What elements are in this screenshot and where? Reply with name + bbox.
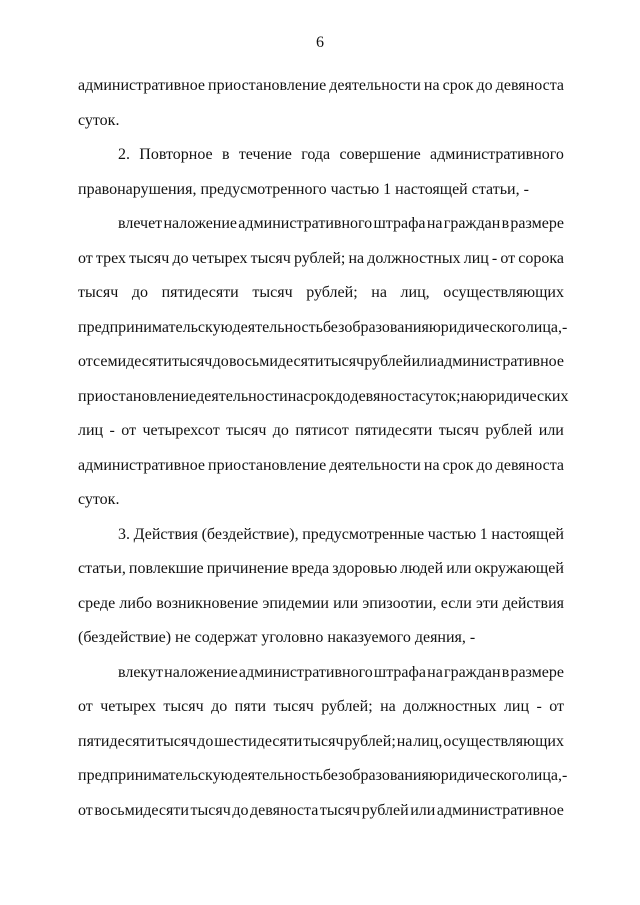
text-line	[78, 345, 564, 380]
text-word: образования	[344, 318, 429, 336]
text-word: совершение	[339, 146, 421, 163]
text-word: на	[287, 387, 304, 405]
document-body	[78, 69, 569, 828]
text-word: в	[501, 663, 510, 681]
text-word: до	[476, 77, 493, 94]
text-word: девяноста	[495, 456, 564, 474]
text-word: частью	[427, 525, 477, 543]
text-word: лица,	[525, 767, 563, 784]
text-line	[78, 552, 564, 587]
text-word: пятидесяти	[355, 422, 433, 439]
text-word: тысяч	[226, 422, 267, 439]
text-word: административное	[436, 353, 564, 370]
text-word: административного	[430, 146, 564, 163]
text-word: деятельности	[329, 456, 421, 474]
text-word: на	[423, 77, 440, 94]
text-word: восьмидесяти	[228, 353, 324, 370]
text-word: без	[322, 767, 345, 784]
page-number: 6	[316, 34, 324, 51]
text-word: до	[272, 422, 289, 439]
text-word: лиц,	[400, 284, 430, 301]
text-word: окружающей	[474, 560, 564, 577]
text-word: срок	[442, 456, 474, 474]
text-line	[78, 380, 569, 415]
text-word: статьи,	[78, 560, 126, 577]
text-word: в	[221, 146, 230, 163]
text-word: пяти	[234, 698, 267, 715]
text-word: административное	[78, 77, 205, 94]
text-word: лица,	[525, 318, 563, 336]
text-word: влекут	[118, 663, 163, 681]
text-word: тысяч	[250, 249, 291, 267]
text-word: Повторное	[139, 146, 213, 163]
text-word: на	[427, 663, 443, 681]
text-word: сорока	[518, 249, 564, 267]
text-word: рублей;	[293, 249, 346, 267]
text-word: причинение	[206, 560, 289, 577]
text-word: четырех	[191, 249, 248, 267]
text-word: осуществляющих	[443, 732, 564, 750]
text-word: пятисот	[295, 422, 349, 439]
text-line	[78, 587, 564, 622]
text-word: -	[562, 767, 568, 784]
text-word: от	[78, 249, 93, 267]
text-word: шестидесяти	[214, 732, 303, 750]
text-line	[78, 173, 564, 208]
text-word: пятидесяти	[78, 732, 156, 750]
text-word: тысяч	[163, 698, 204, 715]
text-word: рублей	[485, 422, 533, 439]
text-line	[78, 69, 564, 104]
text-word: наложение	[164, 663, 238, 681]
text-word: штрафа	[373, 663, 426, 681]
text-word: без	[322, 318, 345, 336]
text-word: настоящей	[491, 525, 564, 543]
text-word: размере	[510, 663, 564, 681]
text-word: суток;	[418, 387, 461, 405]
text-word: до	[334, 387, 351, 405]
text-word: лиц,	[413, 732, 443, 750]
text-line-content: суток.	[78, 111, 120, 129]
text-word: размере	[510, 215, 564, 232]
text-line	[78, 759, 568, 794]
text-word: эпидемии	[262, 594, 329, 612]
text-word: 1	[479, 525, 488, 543]
text-word: административного	[238, 215, 373, 232]
text-word: до	[476, 456, 493, 474]
text-word: -	[562, 318, 568, 336]
text-word: пятидесяти	[161, 284, 239, 301]
text-word: среде	[78, 594, 116, 612]
text-word: тысяч	[172, 353, 213, 370]
text-word: от	[549, 698, 564, 715]
text-line	[78, 690, 564, 725]
text-word: до	[197, 732, 214, 750]
text-line	[78, 311, 568, 346]
text-word: тысяч	[323, 353, 365, 370]
text-word: рублей	[361, 801, 409, 819]
text-word: -	[491, 249, 498, 267]
text-word: приостановление	[208, 77, 327, 94]
text-word: рублей;	[306, 284, 358, 301]
text-word: или	[411, 353, 437, 370]
text-word: семидесяти	[93, 353, 172, 370]
text-word: срок	[442, 77, 474, 94]
text-word: приостановление	[78, 387, 197, 405]
text-word: юридического	[428, 318, 526, 336]
text-word: штрафа	[373, 215, 426, 232]
text-word: трех	[95, 249, 126, 267]
text-word: если	[440, 594, 472, 612]
text-word: граждан	[444, 663, 501, 681]
text-word: юридического	[428, 767, 526, 784]
text-word: от	[500, 249, 516, 267]
text-word: от	[121, 422, 137, 439]
text-word: юридических	[476, 387, 569, 405]
text-word: лиц	[463, 249, 489, 267]
text-word: деятельность	[232, 767, 323, 784]
text-line-content: суток.	[78, 491, 120, 508]
text-word: (бездействие),	[201, 525, 299, 543]
text-word: или	[333, 594, 359, 612]
text-word: года	[301, 146, 331, 163]
text-word: или	[446, 560, 472, 577]
text-line	[78, 621, 564, 656]
text-word: тысяч	[129, 249, 170, 267]
text-word: девяноста	[495, 77, 564, 94]
text-word: от	[78, 353, 93, 370]
text-line	[78, 656, 564, 691]
text-line	[78, 104, 564, 139]
text-word: эпизоотии,	[362, 594, 437, 612]
text-word: четырехсот	[142, 422, 220, 439]
text-word: срок	[303, 387, 335, 405]
text-word: до	[172, 249, 189, 267]
text-word: деятельность	[232, 318, 323, 336]
text-word: четырех	[100, 698, 156, 715]
text-word: 2.	[118, 146, 130, 163]
text-word: деятельности	[196, 387, 288, 405]
text-word: до	[211, 698, 228, 715]
text-line	[78, 449, 564, 484]
text-word: тысяч	[252, 284, 293, 301]
text-word: осуществляющих	[443, 284, 564, 301]
text-line	[78, 242, 564, 277]
text-word: предпринимательскую	[78, 318, 233, 336]
text-word: 3.	[118, 525, 130, 543]
text-line	[78, 518, 564, 553]
text-line	[78, 207, 564, 242]
text-line	[78, 725, 564, 760]
text-word: девяноста	[350, 387, 419, 405]
text-line-content: правонарушения, предусмотренного частью 1 настоящей статьи, -	[78, 180, 529, 198]
text-word: административное	[436, 801, 564, 819]
text-word: повлекшие	[128, 560, 204, 577]
text-word: Действия	[133, 525, 198, 543]
text-word: тысяч	[156, 732, 197, 750]
text-word: тысяч	[438, 422, 479, 439]
text-word: на	[460, 387, 477, 405]
text-word: до	[212, 353, 229, 370]
text-word: рублей;	[344, 732, 396, 750]
text-word: -	[536, 698, 542, 715]
text-word: тысяч	[273, 698, 314, 715]
text-word: вреда	[291, 560, 330, 577]
text-word: от	[78, 698, 93, 715]
text-word: до	[131, 284, 148, 301]
text-word: лиц	[503, 698, 530, 715]
text-word: рублей	[364, 353, 412, 370]
text-word: деятельности	[329, 77, 421, 94]
text-word: наложение	[163, 215, 238, 232]
text-line	[78, 138, 564, 173]
text-word: образования	[344, 767, 429, 784]
text-word: течение	[238, 146, 292, 163]
text-line	[78, 276, 564, 311]
text-word: людей	[400, 560, 444, 577]
text-word: девяноста	[250, 801, 319, 819]
text-word: тысяч	[78, 284, 119, 301]
text-word: предпринимательскую	[78, 767, 233, 784]
text-line	[78, 483, 564, 518]
text-word: или	[538, 422, 564, 439]
text-word: тысяч	[303, 732, 344, 750]
text-word: на	[380, 698, 396, 715]
text-word: до	[232, 801, 249, 819]
text-word: эти	[476, 594, 499, 612]
text-word: на	[396, 732, 413, 750]
text-word: восьмидесяти	[94, 801, 189, 819]
text-word: влечет	[118, 215, 163, 232]
text-word: или	[410, 801, 436, 819]
text-word: в	[501, 215, 510, 232]
text-line	[78, 414, 564, 449]
text-word: на	[371, 284, 387, 301]
text-word: административного	[238, 663, 373, 681]
text-word: либо	[119, 594, 153, 612]
text-word: -	[109, 422, 115, 439]
text-word: на	[426, 215, 443, 232]
text-word: граждан	[443, 215, 501, 232]
text-word: должностных	[367, 249, 461, 267]
text-word: тысяч	[190, 801, 231, 819]
text-word: рублей;	[321, 698, 373, 715]
text-word: предусмотренные	[302, 525, 425, 543]
text-word: возникновение	[156, 594, 259, 612]
text-word: приостановление	[208, 456, 327, 474]
text-word: на	[423, 456, 440, 474]
text-line-content: (бездействие) не содержат уголовно наказуемого деяния, -	[78, 629, 476, 646]
text-word: административное	[78, 456, 205, 474]
text-word: должностных	[403, 698, 497, 715]
text-word: от	[78, 801, 93, 819]
text-line	[78, 794, 564, 829]
text-word: лиц	[78, 422, 104, 439]
text-word: на	[348, 249, 365, 267]
text-word: тысяч	[319, 801, 361, 819]
text-word: здоровью	[332, 560, 398, 577]
text-word: действия	[502, 594, 564, 612]
